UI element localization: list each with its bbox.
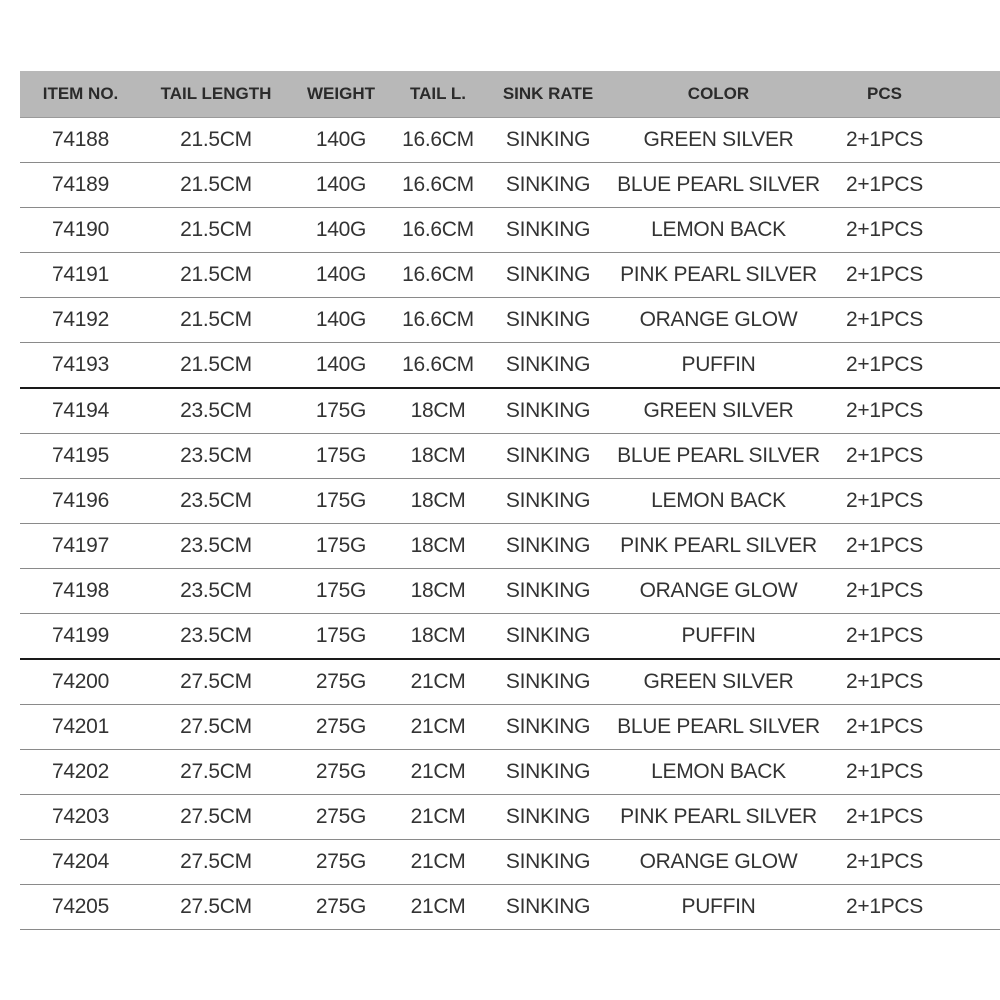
cell-color: BLUE PEARL SILVER (611, 434, 826, 479)
cell-weight: 275G (291, 885, 391, 930)
cell-tail-l: 21CM (391, 659, 485, 705)
cell-tail-length: 27.5CM (141, 659, 291, 705)
header-item-no: ITEM NO. (20, 71, 141, 118)
cell-spacer (943, 840, 1000, 885)
cell-tail-length: 21.5CM (141, 343, 291, 389)
table-row (20, 434, 1000, 479)
table-row (20, 253, 1000, 298)
cell-pcs: 2+1PCS (826, 569, 943, 614)
cell-tail-l: 21CM (391, 750, 485, 795)
cell-tail-l: 21CM (391, 885, 485, 930)
cell-spacer (943, 750, 1000, 795)
cell-spacer (943, 208, 1000, 253)
header-pcs: PCS (826, 71, 943, 118)
cell-spacer (943, 298, 1000, 343)
cell-sink-rate: SINKING (485, 434, 611, 479)
cell-pcs: 2+1PCS (826, 388, 943, 434)
header-spacer (943, 71, 1000, 118)
cell-weight: 175G (291, 614, 391, 660)
table-body (20, 118, 1000, 930)
cell-sink-rate: SINKING (485, 163, 611, 208)
cell-color: BLUE PEARL SILVER (611, 705, 826, 750)
cell-spacer (943, 434, 1000, 479)
cell-tail-length: 23.5CM (141, 479, 291, 524)
cell-item-no: 74196 (20, 479, 141, 524)
cell-tail-l: 21CM (391, 840, 485, 885)
header-weight: WEIGHT (291, 71, 391, 118)
cell-sink-rate: SINKING (485, 659, 611, 705)
cell-tail-l: 18CM (391, 569, 485, 614)
cell-weight: 175G (291, 524, 391, 569)
cell-spacer (943, 253, 1000, 298)
cell-color: PUFFIN (611, 614, 826, 660)
cell-tail-l: 16.6CM (391, 163, 485, 208)
cell-sink-rate: SINKING (485, 118, 611, 163)
cell-pcs: 2+1PCS (826, 208, 943, 253)
table-row (20, 795, 1000, 840)
cell-weight: 140G (291, 208, 391, 253)
cell-sink-rate: SINKING (485, 750, 611, 795)
cell-pcs: 2+1PCS (826, 298, 943, 343)
cell-sink-rate: SINKING (485, 614, 611, 660)
cell-spacer (943, 569, 1000, 614)
cell-item-no: 74205 (20, 885, 141, 930)
cell-weight: 140G (291, 118, 391, 163)
cell-tail-length: 23.5CM (141, 569, 291, 614)
cell-sink-rate: SINKING (485, 253, 611, 298)
cell-weight: 140G (291, 298, 391, 343)
cell-weight: 175G (291, 569, 391, 614)
header-tail-l: TAIL L. (391, 71, 485, 118)
cell-weight: 140G (291, 343, 391, 389)
cell-tail-length: 21.5CM (141, 253, 291, 298)
cell-weight: 140G (291, 253, 391, 298)
cell-sink-rate: SINKING (485, 885, 611, 930)
table-row (20, 343, 1000, 389)
cell-tail-l: 16.6CM (391, 343, 485, 389)
cell-tail-length: 21.5CM (141, 118, 291, 163)
cell-tail-l: 21CM (391, 795, 485, 840)
cell-pcs: 2+1PCS (826, 795, 943, 840)
cell-item-no: 74190 (20, 208, 141, 253)
cell-color: GREEN SILVER (611, 118, 826, 163)
cell-sink-rate: SINKING (485, 343, 611, 389)
header-tail-length: TAIL LENGTH (141, 71, 291, 118)
cell-item-no: 74203 (20, 795, 141, 840)
cell-sink-rate: SINKING (485, 479, 611, 524)
cell-pcs: 2+1PCS (826, 524, 943, 569)
cell-sink-rate: SINKING (485, 298, 611, 343)
table-row (20, 298, 1000, 343)
cell-color: ORANGE GLOW (611, 840, 826, 885)
cell-tail-length: 27.5CM (141, 705, 291, 750)
cell-tail-length: 23.5CM (141, 388, 291, 434)
cell-sink-rate: SINKING (485, 208, 611, 253)
cell-color: LEMON BACK (611, 208, 826, 253)
table-row (20, 163, 1000, 208)
table-row (20, 388, 1000, 434)
cell-spacer (943, 705, 1000, 750)
cell-tail-l: 21CM (391, 705, 485, 750)
cell-sink-rate: SINKING (485, 840, 611, 885)
cell-pcs: 2+1PCS (826, 885, 943, 930)
table-row (20, 705, 1000, 750)
table-row (20, 659, 1000, 705)
cell-item-no: 74192 (20, 298, 141, 343)
cell-pcs: 2+1PCS (826, 434, 943, 479)
cell-weight: 275G (291, 795, 391, 840)
cell-color: GREEN SILVER (611, 659, 826, 705)
cell-pcs: 2+1PCS (826, 163, 943, 208)
cell-color: ORANGE GLOW (611, 298, 826, 343)
cell-tail-length: 27.5CM (141, 750, 291, 795)
cell-pcs: 2+1PCS (826, 750, 943, 795)
table-row (20, 479, 1000, 524)
cell-color: PUFFIN (611, 343, 826, 389)
table-row (20, 750, 1000, 795)
cell-pcs: 2+1PCS (826, 614, 943, 660)
cell-tail-length: 27.5CM (141, 885, 291, 930)
cell-color: BLUE PEARL SILVER (611, 163, 826, 208)
cell-spacer (943, 524, 1000, 569)
cell-weight: 275G (291, 750, 391, 795)
cell-spacer (943, 118, 1000, 163)
cell-item-no: 74191 (20, 253, 141, 298)
cell-tail-l: 18CM (391, 434, 485, 479)
cell-color: PINK PEARL SILVER (611, 524, 826, 569)
table-row (20, 118, 1000, 163)
cell-weight: 140G (291, 163, 391, 208)
cell-spacer (943, 479, 1000, 524)
cell-tail-length: 21.5CM (141, 208, 291, 253)
cell-pcs: 2+1PCS (826, 343, 943, 389)
cell-tail-length: 27.5CM (141, 840, 291, 885)
cell-spacer (943, 614, 1000, 660)
table-row (20, 614, 1000, 660)
header-sink-rate: SINK RATE (485, 71, 611, 118)
cell-tail-length: 21.5CM (141, 163, 291, 208)
cell-tail-l: 16.6CM (391, 208, 485, 253)
table-row (20, 208, 1000, 253)
table-row (20, 840, 1000, 885)
cell-pcs: 2+1PCS (826, 840, 943, 885)
cell-color: PINK PEARL SILVER (611, 253, 826, 298)
cell-color: LEMON BACK (611, 479, 826, 524)
cell-weight: 175G (291, 479, 391, 524)
cell-tail-l: 18CM (391, 614, 485, 660)
cell-color: ORANGE GLOW (611, 569, 826, 614)
cell-color: GREEN SILVER (611, 388, 826, 434)
table-row (20, 569, 1000, 614)
cell-pcs: 2+1PCS (826, 659, 943, 705)
cell-sink-rate: SINKING (485, 524, 611, 569)
table-row (20, 524, 1000, 569)
cell-spacer (943, 163, 1000, 208)
cell-tail-l: 18CM (391, 524, 485, 569)
cell-item-no: 74195 (20, 434, 141, 479)
cell-item-no: 74193 (20, 343, 141, 389)
cell-pcs: 2+1PCS (826, 118, 943, 163)
cell-tail-l: 18CM (391, 479, 485, 524)
cell-item-no: 74200 (20, 659, 141, 705)
cell-color: PUFFIN (611, 885, 826, 930)
cell-weight: 175G (291, 434, 391, 479)
cell-item-no: 74198 (20, 569, 141, 614)
cell-item-no: 74201 (20, 705, 141, 750)
cell-pcs: 2+1PCS (826, 705, 943, 750)
cell-tail-l: 16.6CM (391, 118, 485, 163)
cell-tail-length: 21.5CM (141, 298, 291, 343)
cell-weight: 275G (291, 705, 391, 750)
table-row (20, 885, 1000, 930)
cell-color: PINK PEARL SILVER (611, 795, 826, 840)
cell-item-no: 74199 (20, 614, 141, 660)
cell-sink-rate: SINKING (485, 388, 611, 434)
cell-spacer (943, 343, 1000, 389)
cell-tail-length: 23.5CM (141, 524, 291, 569)
cell-tail-length: 27.5CM (141, 795, 291, 840)
cell-sink-rate: SINKING (485, 705, 611, 750)
cell-spacer (943, 795, 1000, 840)
cell-weight: 175G (291, 388, 391, 434)
cell-item-no: 74197 (20, 524, 141, 569)
cell-item-no: 74189 (20, 163, 141, 208)
cell-tail-l: 18CM (391, 388, 485, 434)
cell-weight: 275G (291, 840, 391, 885)
cell-tail-l: 16.6CM (391, 298, 485, 343)
cell-weight: 275G (291, 659, 391, 705)
cell-item-no: 74194 (20, 388, 141, 434)
header-color: COLOR (611, 71, 826, 118)
cell-pcs: 2+1PCS (826, 253, 943, 298)
cell-spacer (943, 388, 1000, 434)
product-spec-table (20, 71, 1000, 930)
cell-sink-rate: SINKING (485, 795, 611, 840)
cell-spacer (943, 659, 1000, 705)
cell-color: LEMON BACK (611, 750, 826, 795)
cell-tail-l: 16.6CM (391, 253, 485, 298)
cell-item-no: 74204 (20, 840, 141, 885)
cell-tail-length: 23.5CM (141, 614, 291, 660)
cell-sink-rate: SINKING (485, 569, 611, 614)
cell-spacer (943, 885, 1000, 930)
cell-tail-length: 23.5CM (141, 434, 291, 479)
cell-item-no: 74188 (20, 118, 141, 163)
cell-pcs: 2+1PCS (826, 479, 943, 524)
cell-item-no: 74202 (20, 750, 141, 795)
table-header-row (20, 71, 1000, 118)
